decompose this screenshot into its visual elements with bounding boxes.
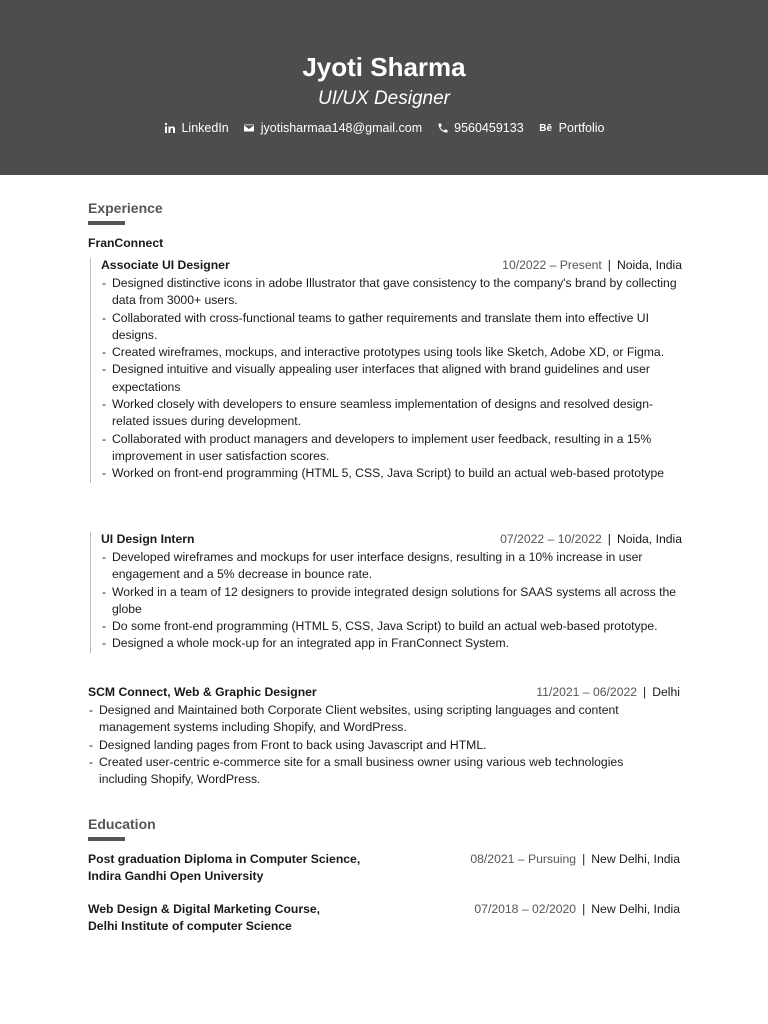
phone-icon bbox=[436, 122, 449, 135]
role-header bbox=[101, 532, 682, 549]
job-bullets bbox=[88, 702, 668, 788]
role-meta bbox=[502, 258, 682, 272]
phone-link[interactable] bbox=[436, 121, 524, 135]
bullet-item: - Worked in a team of 12 designers to provide integrated design solutions for SAAS systems all across the globe bbox=[101, 584, 682, 619]
bullet-item: - Worked closely with developers to ensure seamless implementation of designs and resolved design-related issues during development. bbox=[101, 396, 682, 431]
bullet-item: - Designed distinctive icons in adobe Illustrator that gave consistency to the company's brand by collecting data from 3000+ users. bbox=[101, 275, 682, 310]
job-location: Delhi bbox=[652, 685, 680, 699]
bullet-item: - Designed and Maintained both Corporate Client websites, using scripting languages and content management systems including Shopify, and WordPress. bbox=[88, 702, 668, 737]
education-meta bbox=[470, 852, 680, 866]
bullet-item: - Created wireframes, mockups, and interactive prototypes using tools like Sketch, Adobe XD, or Figma. bbox=[101, 344, 682, 361]
meta-separator: | bbox=[643, 685, 647, 699]
job-entry bbox=[88, 685, 682, 788]
bullet-item: - Collaborated with product managers and developers to implement user feedback, resulting in a 15% improvement in user satisfaction scores. bbox=[101, 431, 682, 466]
linkedin-link[interactable] bbox=[163, 121, 228, 135]
education-location: New Delhi, India bbox=[591, 902, 680, 916]
role-title: UI Design Intern bbox=[101, 532, 195, 546]
role-dates: 07/2022 – 10/2022 bbox=[500, 532, 602, 546]
experience-divider bbox=[88, 221, 125, 225]
meta-separator: | bbox=[607, 258, 611, 272]
resume-header bbox=[0, 0, 768, 175]
degree-name: Post graduation Diploma in Computer Science, bbox=[88, 852, 361, 866]
candidate-name: Jyoti Sharma bbox=[302, 52, 466, 82]
bullet-item: - Developed wireframes and mockups for user interface designs, resulting in a 10% increase in user engagement and a 5% decrease in bounce rate. bbox=[101, 549, 682, 584]
role-meta bbox=[500, 532, 682, 546]
education-entry bbox=[88, 851, 680, 886]
bullet-item: - Created user-centric e-commerce site for a small business owner using various web technologies including Shopify, WordPress. bbox=[88, 754, 668, 789]
bullet-item: - Designed landing pages from Front to back using Javascript and HTML. bbox=[88, 737, 668, 754]
meta-separator: | bbox=[582, 852, 586, 866]
role-entry bbox=[90, 532, 682, 653]
linkedin-icon bbox=[163, 122, 176, 135]
education-text bbox=[88, 851, 360, 886]
email-icon bbox=[243, 122, 256, 135]
institution-name: Indira Gandhi Open University bbox=[88, 869, 264, 884]
role-bullets bbox=[101, 549, 682, 653]
bullet-item: - Designed intuitive and visually appealing user interfaces that aligned with brand guidelines and user expectations bbox=[101, 361, 682, 396]
education-heading: Education bbox=[88, 816, 156, 832]
education-dates: 07/2018 – 02/2020 bbox=[474, 902, 577, 916]
portfolio-label: Portfolio bbox=[558, 121, 605, 135]
role-dates: 10/2022 – Present bbox=[502, 258, 602, 272]
education-entry bbox=[88, 901, 680, 936]
candidate-title: UI/UX Designer bbox=[318, 88, 450, 109]
education-text bbox=[88, 901, 320, 936]
institution-name: Delhi Institute of computer Science bbox=[88, 919, 292, 934]
meta-separator: | bbox=[582, 902, 586, 916]
contact-bar bbox=[0, 121, 768, 135]
education-location: New Delhi, India bbox=[591, 852, 680, 866]
portfolio-link[interactable] bbox=[538, 121, 605, 135]
company-name: FranConnect bbox=[88, 236, 164, 250]
bullet-item: - Designed a whole mock-up for an integrated app in FranConnect System. bbox=[101, 635, 682, 652]
role-title: Associate UI Designer bbox=[101, 258, 230, 272]
phone-label: 9560459133 bbox=[454, 121, 524, 135]
job-header bbox=[88, 685, 680, 702]
role-location: Noida, India bbox=[616, 258, 682, 272]
education-row bbox=[88, 851, 680, 886]
role-location: Noida, India bbox=[616, 532, 682, 546]
education-dates: 08/2021 – Pursuing bbox=[470, 852, 577, 866]
experience-heading: Experience bbox=[88, 200, 163, 216]
behance-icon: Bē bbox=[539, 122, 553, 134]
role-bullets bbox=[101, 275, 682, 483]
bullet-item: - Collaborated with cross-functional teams to gather requirements and translate them into effective UI designs. bbox=[101, 310, 682, 345]
bullet-item: - Worked on front-end programming (HTML 5, CSS, Java Script) to build an actual web-based prototype bbox=[101, 465, 682, 482]
bullet-item: - Do some front-end programming (HTML 5, CSS, Java Script) to build an actual web-based prototype. bbox=[101, 618, 682, 635]
email-label: jyotisharmaa148@gmail.com bbox=[260, 121, 423, 135]
education-meta bbox=[474, 902, 680, 916]
job-meta bbox=[536, 685, 680, 699]
email-link[interactable] bbox=[243, 121, 422, 135]
education-row bbox=[88, 901, 680, 936]
role-header bbox=[101, 258, 682, 275]
role-entry bbox=[90, 258, 682, 483]
meta-separator: | bbox=[607, 532, 611, 546]
linkedin-label: LinkedIn bbox=[181, 121, 229, 135]
job-dates: 11/2021 – 06/2022 bbox=[536, 685, 638, 699]
course-name: Web Design & Digital Marketing Course, bbox=[88, 902, 321, 916]
job-title: SCM Connect, Web & Graphic Designer bbox=[88, 685, 317, 699]
education-divider bbox=[88, 837, 125, 841]
